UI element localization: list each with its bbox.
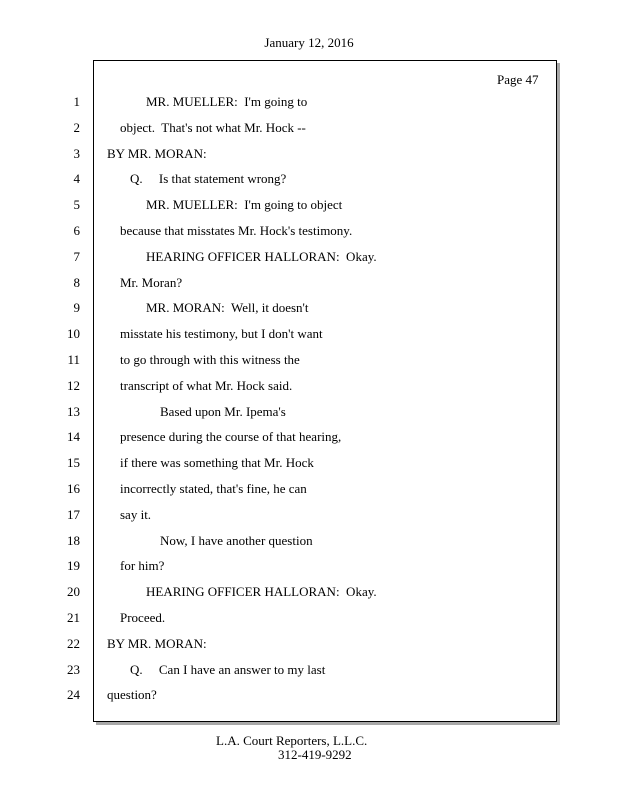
transcript-line: question? bbox=[107, 687, 157, 702]
line-number: 11 bbox=[67, 352, 80, 367]
line-number: 5 bbox=[73, 197, 80, 212]
transcript-line: Based upon Mr. Ipema's bbox=[160, 404, 286, 419]
transcript-line: BY MR. MORAN: bbox=[107, 146, 207, 161]
footer-company: L.A. Court Reporters, L.L.C. bbox=[216, 733, 368, 748]
line-number: 9 bbox=[73, 300, 80, 315]
line-number: 10 bbox=[67, 326, 80, 341]
transcript-line: transcript of what Mr. Hock said. bbox=[120, 378, 293, 393]
transcript-line: BY MR. MORAN: bbox=[107, 636, 207, 651]
line-number: 17 bbox=[67, 507, 80, 522]
line-number: 20 bbox=[67, 584, 80, 599]
transcript-line: if there was something that Mr. Hock bbox=[120, 455, 314, 470]
line-number: 2 bbox=[73, 120, 80, 135]
page-number: Page 47 bbox=[497, 72, 539, 87]
transcript-line: because that misstates Mr. Hock's testimony. bbox=[120, 223, 353, 238]
line-number: 19 bbox=[67, 558, 80, 573]
transcript-line: MR. MUELLER: I'm going to object bbox=[146, 197, 343, 212]
line-number: 3 bbox=[73, 146, 80, 161]
transcript-line: HEARING OFFICER HALLORAN: Okay. bbox=[146, 584, 377, 599]
line-number: 14 bbox=[67, 429, 80, 444]
transcript-date: January 12, 2016 bbox=[264, 35, 354, 50]
line-number: 16 bbox=[67, 481, 80, 496]
line-number: 4 bbox=[73, 171, 80, 186]
line-number: 18 bbox=[67, 533, 80, 548]
transcript-line: Q. Can I have an answer to my last bbox=[130, 662, 326, 677]
line-number: 7 bbox=[73, 249, 80, 264]
transcript-line: MR. MUELLER: I'm going to bbox=[146, 94, 308, 109]
line-number: 13 bbox=[67, 404, 80, 419]
line-number: 23 bbox=[67, 662, 80, 677]
transcript-line: presence during the course of that hearing, bbox=[120, 429, 342, 444]
line-number: 1 bbox=[73, 94, 80, 109]
transcript-line: misstate his testimony, but I don't want bbox=[120, 326, 323, 341]
transcript-line: Proceed. bbox=[120, 610, 166, 625]
transcript-line: MR. MORAN: Well, it doesn't bbox=[146, 300, 309, 315]
transcript-line: Q. Is that statement wrong? bbox=[130, 171, 287, 186]
line-number: 6 bbox=[73, 223, 80, 238]
line-number: 24 bbox=[67, 687, 80, 702]
line-number: 8 bbox=[73, 275, 80, 290]
transcript-line: Now, I have another question bbox=[160, 533, 313, 548]
line-number: 15 bbox=[67, 455, 80, 470]
line-number: 12 bbox=[67, 378, 80, 393]
transcript-line: object. That's not what Mr. Hock -- bbox=[120, 120, 306, 135]
transcript-line: Mr. Moran? bbox=[120, 275, 183, 290]
transcript-line: to go through with this witness the bbox=[120, 352, 300, 367]
transcript-line: incorrectly stated, that's fine, he can bbox=[120, 481, 307, 496]
footer-phone: 312-419-9292 bbox=[278, 747, 352, 762]
transcript-line: HEARING OFFICER HALLORAN: Okay. bbox=[146, 249, 377, 264]
line-number: 21 bbox=[67, 610, 80, 625]
transcript-line: say it. bbox=[120, 507, 152, 522]
line-number: 22 bbox=[67, 636, 80, 651]
transcript-line: for him? bbox=[120, 558, 165, 573]
